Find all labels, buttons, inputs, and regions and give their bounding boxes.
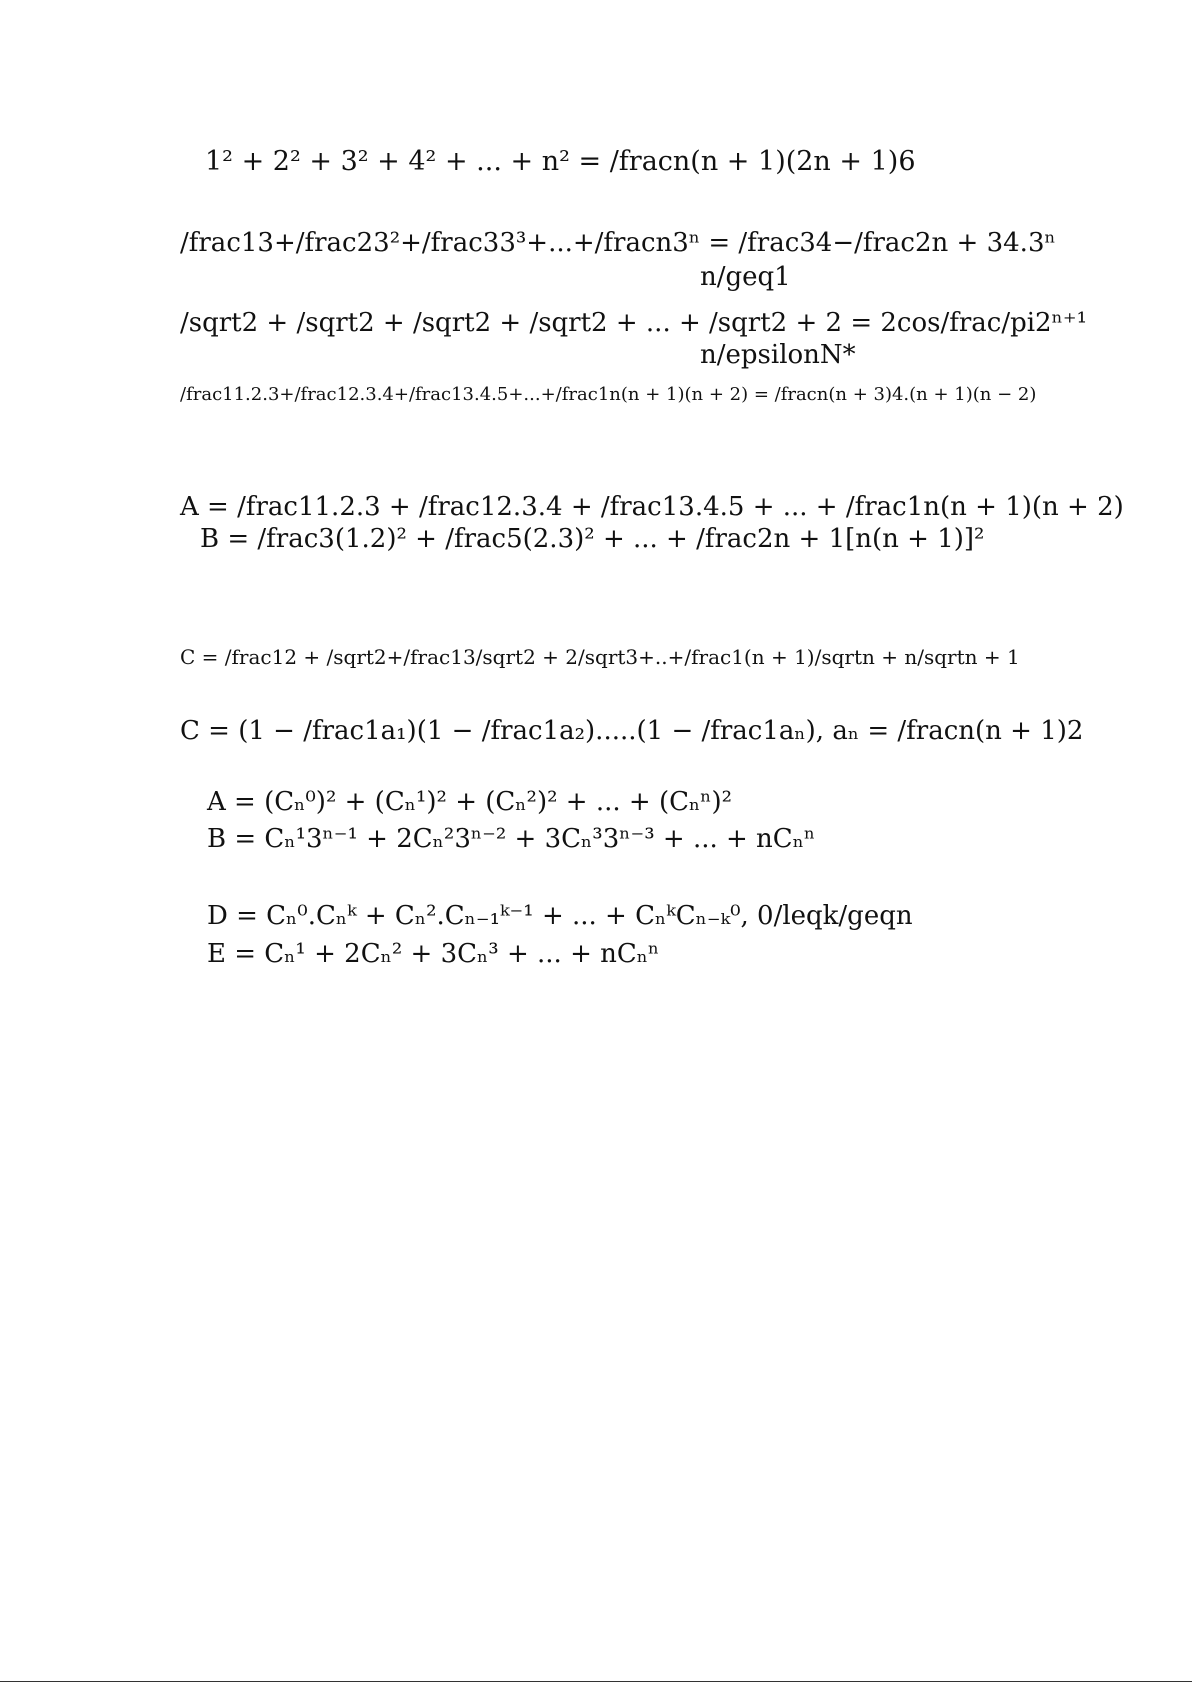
equation-B-fraction-sum: B = /frac3(1.2)² + /frac5(2.3)² + ... + /frac2n + 1[n(n + 1)]² xyxy=(200,524,985,554)
equation-E-weighted-binomial: E = Cₙ¹ + 2Cₙ² + 3Cₙ³ + ... + nCₙⁿ xyxy=(207,939,660,969)
equation-A-binomial-squares: A = (Cₙ⁰)² + (Cₙ¹)² + (Cₙ²)² + ... + (Cₙⁿ)² xyxy=(207,787,733,817)
equation-fraction-series: /frac13+/frac23²+/frac33³+...+/fracn3ⁿ = /frac34−/frac2n + 34.3ⁿ xyxy=(180,228,1056,258)
equation-A-fraction-sum: A = /frac11.2.3 + /frac12.3.4 + /frac13.4.5 + ... + /frac1n(n + 1)(n + 2) xyxy=(180,492,1124,522)
equation-condition-n-in-N: n/epsilonN* xyxy=(700,340,856,370)
equation-C-product: C = (1 − /frac1a₁)(1 − /frac1a₂).....(1 − /frac1aₙ), aₙ = /fracn(n + 1)2 xyxy=(180,716,1084,746)
equation-nested-sqrt: /sqrt2 + /sqrt2 + /sqrt2 + /sqrt2 + ... + /sqrt2 + 2 = 2cos/frac/pi2ⁿ⁺¹ xyxy=(180,308,1087,338)
equation-C-sqrt-sum: C = /frac12 + /sqrt2+/frac13/sqrt2 + 2/sqrt3+..+/frac1(n + 1)/sqrtn + n/sqrtn + 1 xyxy=(180,645,1020,669)
equation-fraction-product-sum: /frac11.2.3+/frac12.3.4+/frac13.4.5+...+/frac1n(n + 1)(n + 2) = /fracn(n + 3)4.(n + 1)(n − 2) xyxy=(180,384,1037,405)
equation-condition-n-geq-1: n/geq1 xyxy=(700,262,791,292)
equation-D-binomial-products: D = Cₙ⁰.Cₙᵏ + Cₙ².Cₙ₋₁ᵏ⁻¹ + ... + CₙᵏCₙ₋ₖ⁰, 0/leqk/geqn xyxy=(207,901,913,931)
equation-sum-of-squares: 1² + 2² + 3² + 4² + ... + n² = /fracn(n + 1)(2n + 1)6 xyxy=(205,146,916,177)
equation-B-binomial-powers: B = Cₙ¹3ⁿ⁻¹ + 2Cₙ²3ⁿ⁻² + 3Cₙ³3ⁿ⁻³ + ... + nCₙⁿ xyxy=(207,824,816,854)
page-bottom-rule xyxy=(0,1681,1192,1682)
